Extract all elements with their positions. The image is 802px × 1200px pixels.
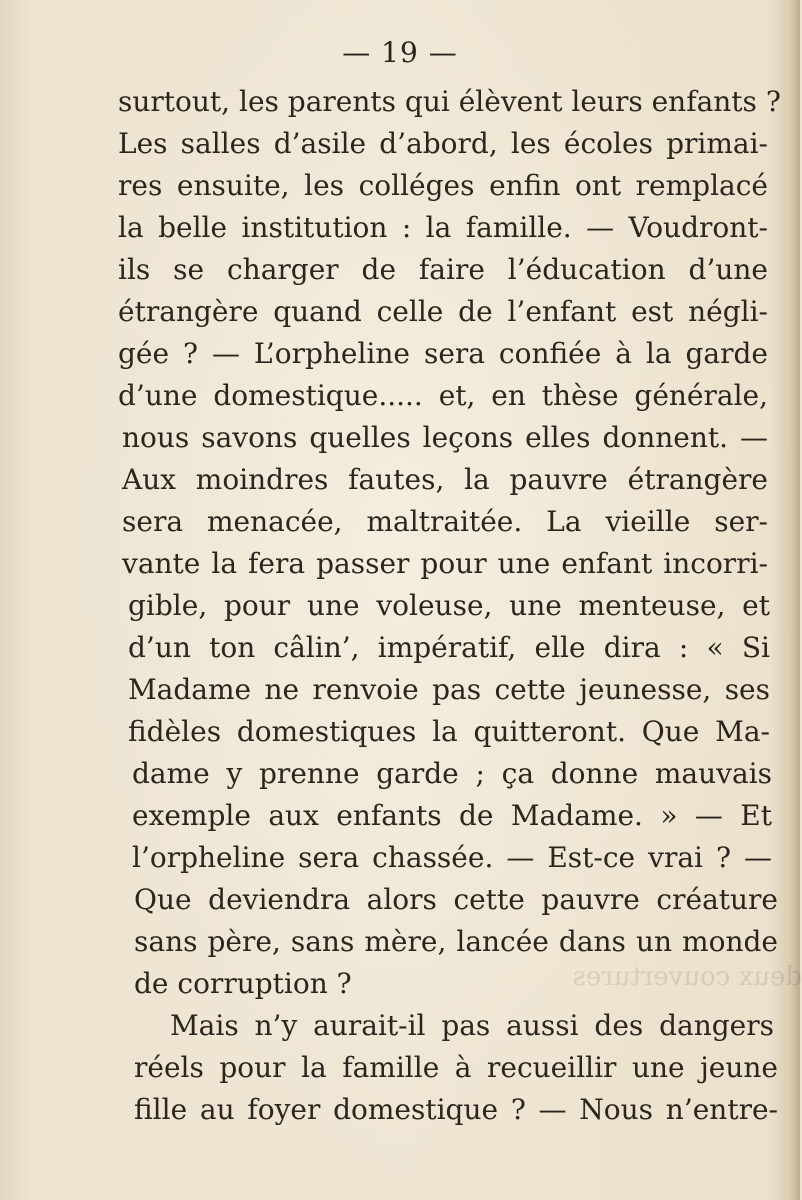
- text-line: l’orpheline sera chassée. — Est-ce vrai ? —: [132, 841, 772, 874]
- text-line: réels pour la famille à recueillir une jeune: [134, 1051, 778, 1084]
- text-line: sans père, sans mère, lancée dans un monde: [134, 925, 778, 958]
- text-line: nous savons quelles leçons elles donnent. —: [122, 421, 768, 454]
- text-line: Que deviendra alors cette pauvre créature: [134, 883, 778, 916]
- page-number: — 19 —: [342, 36, 458, 69]
- text-line: gible, pour une voleuse, une menteuse, et: [128, 589, 770, 622]
- text-line: gée ? — L’orpheline sera confiée à la garde: [118, 337, 768, 370]
- text-line: d’une domestique..... et, en thèse générale,: [118, 379, 768, 412]
- text-line: exemple aux enfants de Madame. » — Et: [132, 799, 772, 832]
- text-line: dame y prenne garde ; ça donne mauvais: [132, 757, 772, 790]
- text-line: étrangère quand celle de l’enfant est négli-: [118, 295, 768, 328]
- text-line: res ensuite, les colléges enfin ont remplacé: [118, 169, 768, 202]
- text-line: Aux moindres fautes, la pauvre étrangère: [122, 463, 768, 496]
- text-line: Les salles d’asile d’abord, les écoles primai-: [118, 127, 768, 160]
- text-line: sera menacée, maltraitée. La vieille ser-: [122, 505, 768, 538]
- text-line: Mais n’y aurait-il pas aussi des dangers: [170, 1009, 774, 1042]
- text-line: de corruption ?: [134, 967, 352, 1000]
- text-line: vante la fera passer pour une enfant incorri-: [122, 547, 768, 580]
- text-line: ils se charger de faire l’éducation d’une: [118, 253, 768, 286]
- bleed-through-text: deux couvertures: [572, 962, 802, 992]
- text-line: surtout, les parents qui élèvent leurs enfants ?: [118, 85, 781, 118]
- text-line: fidèles domestiques la quitteront. Que Ma-: [128, 715, 770, 748]
- text-line: fille au foyer domestique ? — Nous n’entre-: [134, 1093, 778, 1126]
- text-line: d’un ton câlin’, impératif, elle dira : « Si: [128, 631, 770, 664]
- text-line: Madame ne renvoie pas cette jeunesse, ses: [128, 673, 770, 706]
- text-line: la belle institution : la famille. — Voudront-: [118, 211, 768, 244]
